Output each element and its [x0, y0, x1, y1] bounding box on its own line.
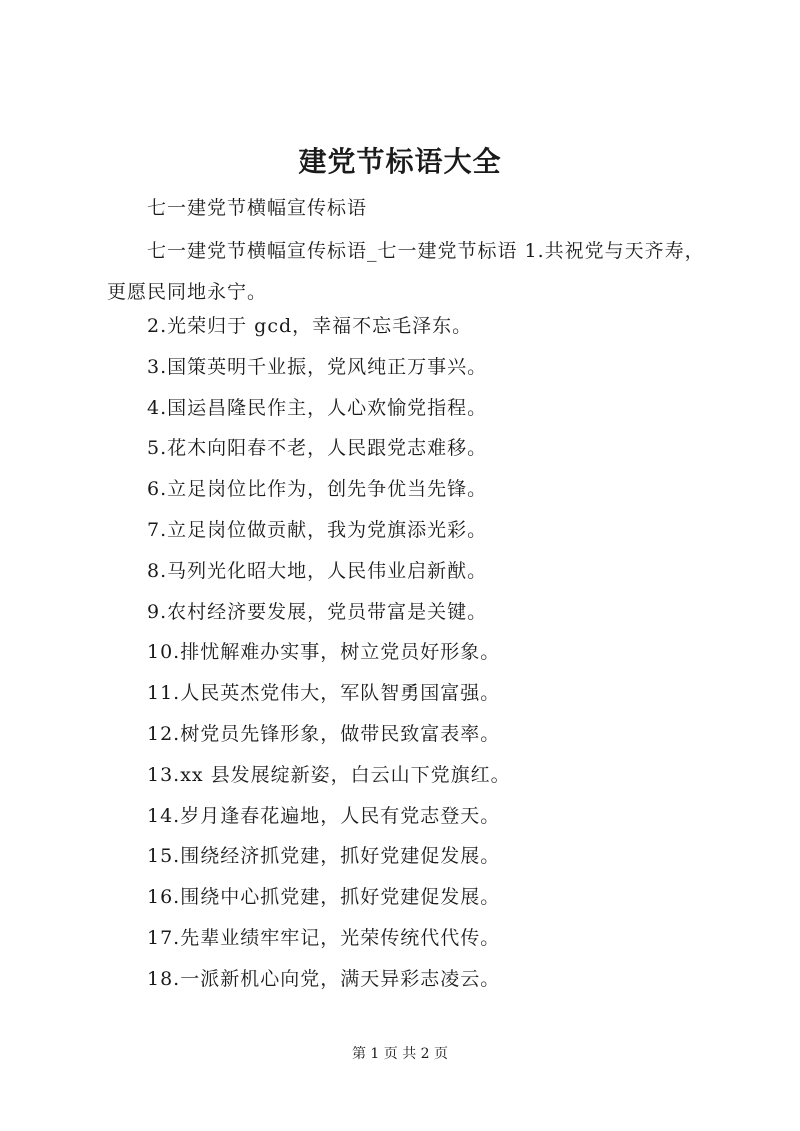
slogan-item: 13.xx 县发展绽新姿，白云山下党旗红。: [147, 763, 511, 786]
slogan-item: 14.岁月逢春花遍地，人民有党志登天。: [147, 804, 501, 827]
slogan-item: 8.马列光化昭大地，人民伟业启新猷。: [147, 559, 488, 582]
slogan-item: 12.树党员先锋形象，做带民致富表率。: [147, 722, 501, 745]
document-title: 建党节标语大全: [298, 145, 502, 178]
slogan-item: 2.光荣归于 gcd，幸福不忘毛泽东。: [147, 315, 473, 337]
document-subtitle: 七一建党节横幅宣传标语: [147, 197, 368, 219]
slogan-item: 4.国运昌隆民作主，人心欢愉党指程。: [147, 396, 488, 419]
slogan-item: 7.立足岗位做贡献，我为党旗添光彩。: [147, 518, 488, 541]
intro-paragraph: 七一建党节横幅宣传标语_七一建党节标语 1.共祝党与天齐寿，更愿民同地永宁。: [107, 240, 705, 303]
slogan-item: 18.一派新机心向党，满天异彩志凌云。: [147, 967, 501, 990]
slogan-item: 17.先辈业绩牢牢记，光荣传统代代传。: [147, 926, 501, 949]
slogan-item: 5.花木向阳春不老，人民跟党志难移。: [147, 437, 488, 460]
slogan-item: 11.人民英杰党伟大，军队智勇国富强。: [147, 682, 501, 705]
slogan-item: 9.农村经济要发展，党员带富是关键。: [147, 600, 488, 623]
slogan-item: 16.围绕中心抓党建，抓好党建促发展。: [147, 886, 501, 909]
page-footer: 第 1 页 共 2 页: [351, 1046, 449, 1062]
slogan-item: 10.排忧解难办实事，树立党员好形象。: [147, 641, 501, 664]
slogan-item: 6.立足岗位比作为，创先争优当先锋。: [147, 478, 488, 501]
slogan-item: 3.国策英明千业振，党风纯正万事兴。: [147, 355, 488, 378]
slogan-item: 15.围绕经济抓党建，抓好党建促发展。: [147, 845, 501, 868]
slogan-list: [147, 313, 511, 1007]
